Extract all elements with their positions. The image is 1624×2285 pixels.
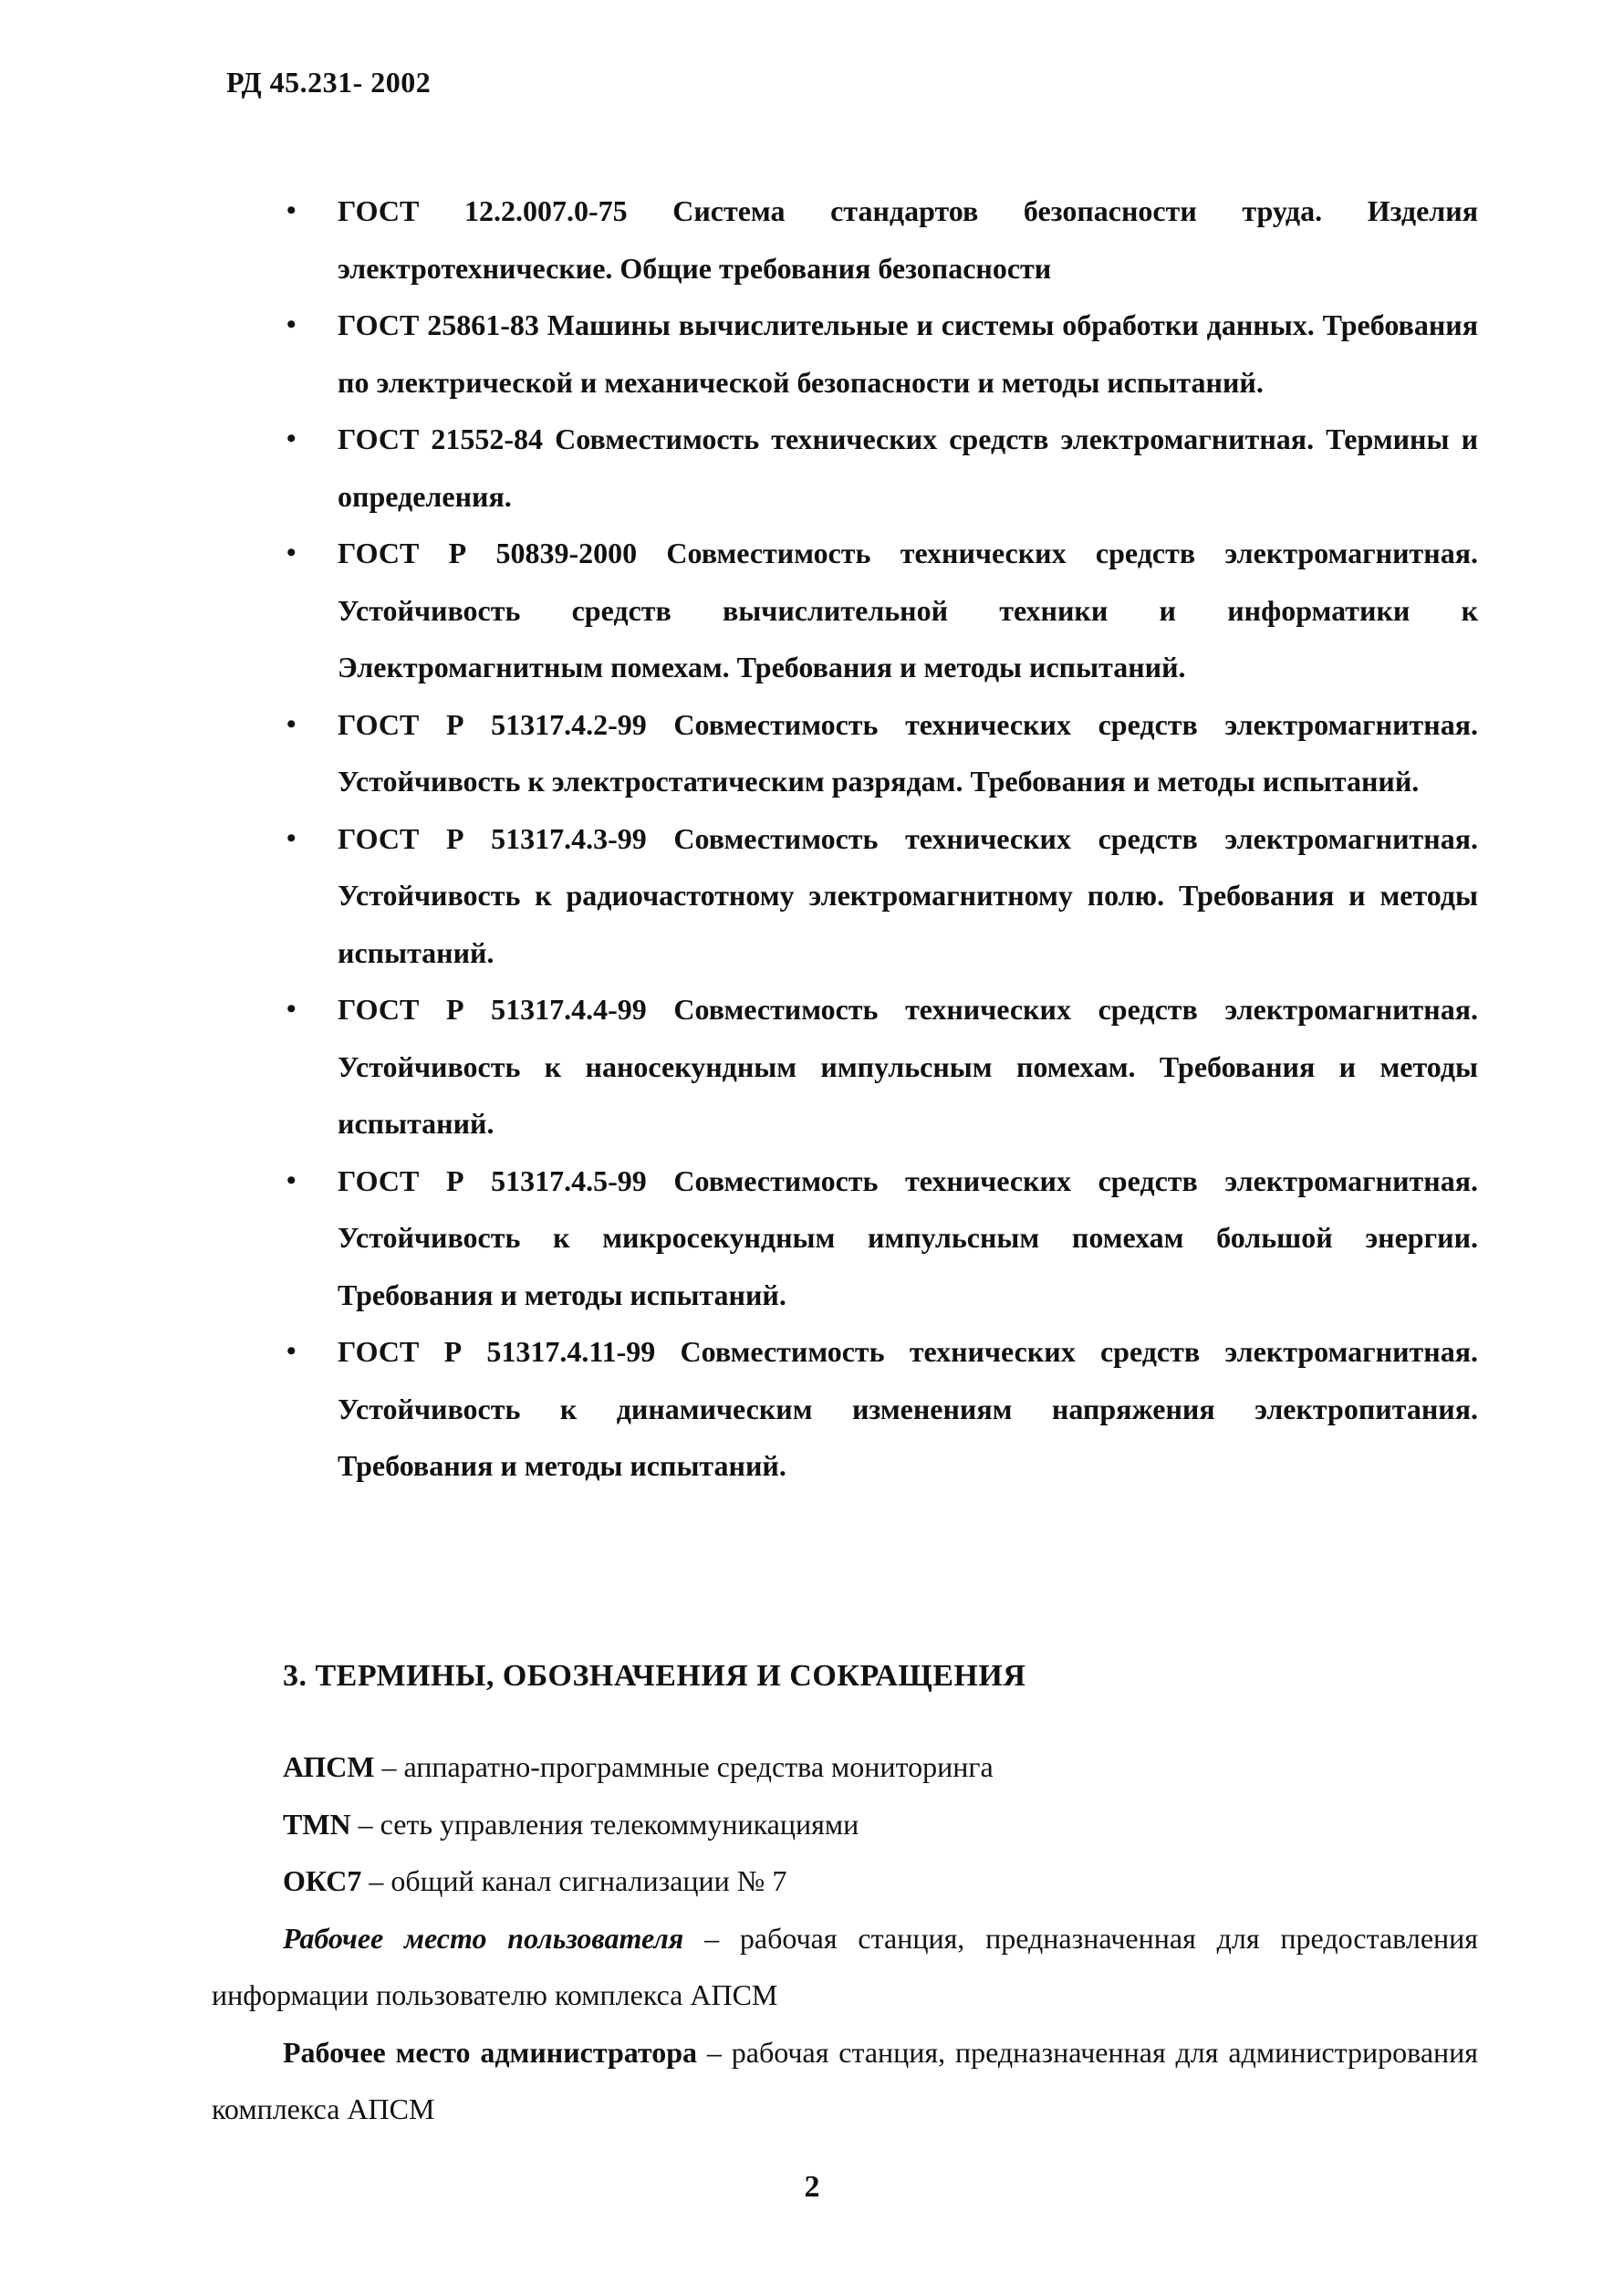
term-name: Рабочее место пользователя (283, 1921, 684, 1955)
term-name: ОКС7 (283, 1864, 362, 1897)
bullet-icon: • (286, 537, 297, 568)
bullet-icon: • (286, 708, 297, 739)
reference-text: ГОСТ 21552-84 Совместимость технических средств электромагнитная. Термины и определения. (338, 423, 1478, 513)
reference-item (283, 525, 1478, 696)
bullet-icon: • (286, 1164, 297, 1195)
reference-item (283, 810, 1478, 982)
term-entry (212, 1910, 1478, 2024)
term-definition: – общий канал сигнализации № 7 (361, 1864, 787, 1897)
term-entry (212, 1738, 1478, 1796)
reference-text: ГОСТ Р 51317.4.2-99 Совместимость технических средств электромагнитная. Устойчивость к электростатическим разрядам. Требования и методы испытаний. (338, 707, 1478, 798)
document-code: РД 45.231- 2002 (226, 66, 432, 99)
page-number: 2 (804, 2170, 820, 2204)
reference-text: ГОСТ Р 51317.4.11-99 Совместимость технических средств электромагнитная. Устойчивость к динамическим изменениям напряжения электропитания. Требования и методы испытаний. (338, 1335, 1478, 1482)
bullet-icon: • (286, 423, 297, 454)
reference-text: ГОСТ 25861-83 Машины вычислительные и системы обработки данных. Требования по электрической и механической безопасности и методы испытаний. (338, 308, 1478, 399)
reference-text: ГОСТ Р 51317.4.3-99 Совместимость технических средств электромагнитная. Устойчивость к радиочастотному электромагнитному полю. Требования и методы испытаний. (338, 821, 1478, 969)
terms-list (212, 1738, 1478, 2138)
term-name: АПСМ (283, 1750, 375, 1783)
term-definition: – сеть управления телекоммуникациями (350, 1807, 859, 1841)
term-entry (212, 1852, 1478, 1910)
reference-item (283, 696, 1478, 810)
term-definition: – рабочая станция, предназначенная для администрирования комплекса АПСМ (212, 2035, 1479, 2125)
term-definition: – аппаратно-программные средства мониторинга (374, 1750, 994, 1783)
bullet-icon: • (286, 309, 297, 339)
reference-text: ГОСТ 12.2.007.0-75 Система стандартов безопасности труда. Изделия электротехнические. Общие требования безопасности (338, 194, 1478, 285)
reference-item (283, 981, 1478, 1153)
bullet-icon: • (286, 1336, 297, 1366)
reference-item (283, 1323, 1478, 1495)
term-entry (212, 2024, 1478, 2138)
reference-item (283, 297, 1478, 411)
reference-text: ГОСТ Р 51317.4.5-99 Совместимость технических средств электромагнитная. Устойчивость к микросекундным импульсным помехам большой энергии. Требования и методы испытаний. (338, 1163, 1478, 1311)
bullet-icon: • (286, 195, 297, 225)
term-definition: – рабочая станция, предназначенная для предоставления информации пользователю комплекса АПСМ (212, 1921, 1478, 2011)
reference-item (283, 1153, 1478, 1324)
bullet-icon: • (286, 994, 297, 1024)
term-name: TMN (283, 1807, 351, 1841)
normative-references-list (283, 183, 1478, 1495)
reference-text: ГОСТ Р 50839-2000 Совместимость технических средств электромагнитная. Устойчивость средств вычислительной техники и информатики к Электромагнитным помехам. Требования и методы испытаний. (338, 537, 1478, 683)
bullet-icon: • (286, 822, 297, 853)
reference-item (283, 411, 1478, 525)
term-name: Рабочее место администратора (283, 2035, 698, 2069)
section-heading: 3. ТЕРМИНЫ, ОБОЗНАЧЕНИЯ И СОКРАЩЕНИЯ (283, 1659, 1026, 1693)
reference-item (283, 183, 1478, 297)
reference-text: ГОСТ Р 51317.4.4-99 Совместимость технических средств электромагнитная. Устойчивость к наносекундным импульсным помехам. Требования и методы испытаний. (338, 993, 1478, 1140)
term-entry (212, 1796, 1478, 1853)
